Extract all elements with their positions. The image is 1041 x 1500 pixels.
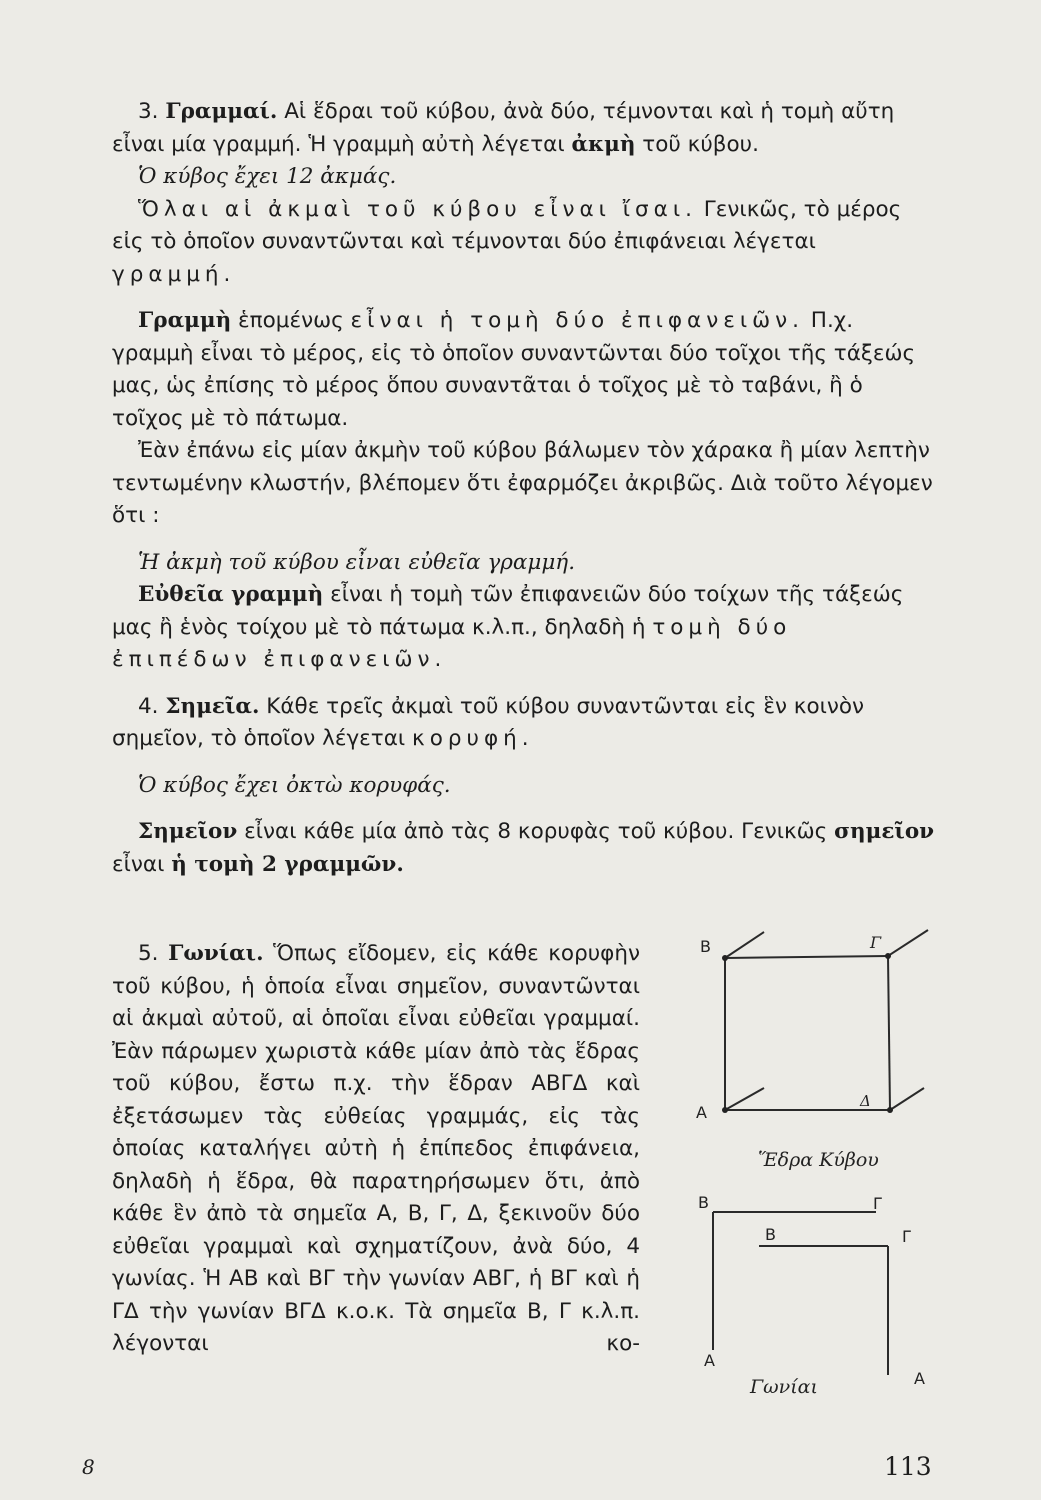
label-a: Α: [696, 1103, 707, 1122]
section-heading-angles: Γωνίαι.: [168, 941, 264, 966]
signature-mark: 8: [82, 1455, 95, 1479]
body-text-angles: [112, 938, 640, 1361]
paragraph-points: 4. Σημεῖα. Κάθε τρεῖς ἀκμαὶ τοῦ κύβου συναντῶνται εἰς ἓν κοινὸν σημεῖον, τὸ ὁποῖον λέγεται κορυφή.: [112, 693, 865, 751]
italic-statement-edges: Ὁ κύβος ἔχει 12 ἀκμάς.: [138, 164, 397, 189]
body-text-upper: [112, 96, 937, 881]
section-heading-points: Σημεῖα.: [165, 693, 260, 719]
italic-statement-vertices: Ὁ κύβος ἔχει ὀκτὼ κορυφάς.: [138, 772, 451, 798]
paragraph-line-definition: Γραμμὴ ἑπομένως εἶναι ἡ τομὴ δύο ἐπιφανειῶν. Π.χ. γραμμὴ εἶναι τὸ μέρος, εἰς τὸ ὁποῖον συναντῶνται δύο τοῖχοι τῆς τάξεώς μας, ὡς ἐπίσης τὸ μέρος ὅπου συναντᾶται ὁ τοῖχος μὲ τὸ ταβάνι, ἢ ὁ τοῖχος μὲ τὸ πάτωμα.: [112, 308, 916, 431]
paragraph-point-definition: Σημεῖον εἶναι κάθε μία ἀπὸ τὰς 8 κορυφὰς τοῦ κύβου. Γενικῶς σημεῖον εἶναι ἡ τομὴ 2 γραμμῶν.: [112, 819, 935, 877]
label-angle-a1: Α: [704, 1351, 715, 1370]
angles-drawing: [713, 1212, 888, 1375]
paragraph-straight-line-definition: Εὐθεῖα γραμμὴ εἶναι ἡ τομὴ τῶν ἐπιφανειῶν δύο τοίχων τῆς τάξεώς μας ἢ ἑνὸς τοίχου μὲ τὸ πάτωμα κ.λ.π., δηλαδὴ ἡ τομὴ δύο ἐπιπέδων ἐπιφανειῶν.: [112, 582, 904, 672]
figure-face-and-angles: [680, 918, 960, 1418]
page-number: 113: [884, 1452, 932, 1481]
section-heading-lines: Γραμμαί.: [165, 99, 278, 124]
paragraph-lines: 3. Γραμμαί. Αἱ ἕδραι τοῦ κύβου, ἀνὰ δύο, τέμνονται καὶ ἡ τομὴ αὔτη εἶναι μία γραμμή. Ἡ γραμμὴ αὐτὴ λέγεται ἀκμὴ τοῦ κύβου.: [112, 99, 895, 157]
term-akmi: ἀκμὴ: [571, 131, 636, 157]
caption-face: Ἕδρα Κύβου: [758, 1149, 879, 1171]
paragraph-angles: 5. Γωνίαι. Ὅπως εἴδομεν, εἰς κάθε κορυφὴν τοῦ κύβου, ἡ ὁποία εἶναι σημεῖον, συναντῶνται αἱ ἀκμαὶ αὐτοῦ, αἱ ὁποῖαι εἶναι εὐθεῖαι γραμμαί. Ἐὰν πάρωμεν χωριστὰ κάθε μίαν ἀπὸ τὰς ἕδρας τοῦ κύβου, ἔστω π.χ. τὴν ἕδραν ΑΒΓΔ καὶ ἐξετάσωμεν τὰς εὐθείας γραμμάς, εἰς τὰς ὁποίας καταλήγει αὐτὴ ἡ ἐπίπεδος ἐπιφάνεια, δηλαδὴ ἡ ἕδρα, θὰ παρατηρήσωμεν ὅτι, ἀπὸ κάθε ἓν ἀπὸ τὰ σημεῖα Α, Β, Γ, Δ, ξεκινοῦν δύο εὐθεῖαι γραμμαὶ καὶ σχηματίζουν, ἀνὰ δύο, 4 γωνίας. Ἡ ΑΒ καὶ ΒΓ τὴν γωνίαν ΑΒΓ, ἡ ΒΓ καὶ ἡ ΓΔ τὴν γωνίαν ΒΓΔ κ.ο.κ. Τὰ σημεῖα Β, Γ κ.λ.π. λέγονται κο-: [112, 941, 640, 1356]
label-g: Γ: [870, 933, 882, 952]
paragraph-equal-edges: Ὅλαι αἱ ἀκμαὶ τοῦ κύβου εἶναι ἴσαι. Γενικῶς, τὸ μέρος εἰς τὸ ὁποῖον συναντῶνται καὶ τέμνονται δύο ἐπιφάνειαι λέγεται γραμμή.: [112, 196, 902, 287]
label-angle-b2: Β: [765, 1225, 776, 1244]
label-d: Δ: [860, 1092, 871, 1110]
label-angle-g1: Γ: [873, 1194, 882, 1213]
paragraph-ruler: Ἐὰν ἐπάνω εἰς μίαν ἀκμὴν τοῦ κύβου βάλωμεν τὸν χάρακα ἢ μίαν λεπτὴν τεντωμένην κλωστήν, βλέπομεν ὅτι ἐφαρμόζει ἀκριβῶς. Διὰ τοῦτο λέγομεν ὅτι :: [112, 438, 933, 528]
italic-statement-straight: Ἡ ἀκμὴ τοῦ κύβου εἶναι εὐθεῖα γραμμή.: [138, 549, 576, 575]
label-angle-b1: Β: [698, 1193, 709, 1212]
label-angle-g2: Γ: [902, 1227, 911, 1246]
cube-face-drawing: [725, 930, 928, 1110]
label-angle-a2: Α: [914, 1369, 925, 1388]
caption-angles: Γωνίαι: [750, 1376, 818, 1398]
label-b: Β: [700, 937, 711, 956]
